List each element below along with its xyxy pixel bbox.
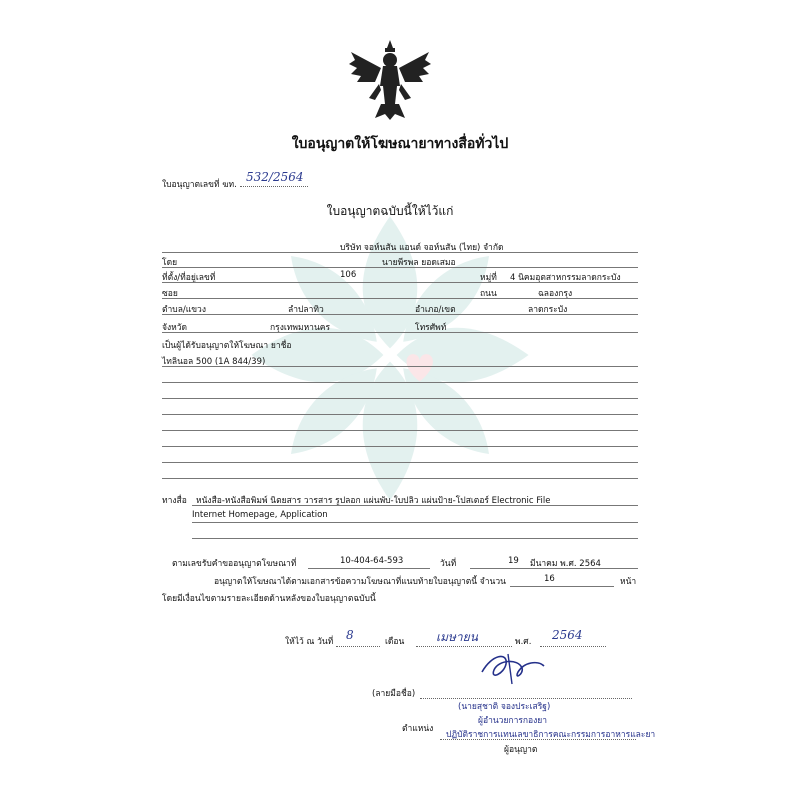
drug-label: เป็นผู้ได้รับอนุญาตให้โฆษณา ยาชื่อ [162,341,292,351]
company-name: บริษัท จอห์นสัน แอนด์ จอห์นสัน (ไทย) จำกัด [340,243,504,253]
given-day-line [336,646,380,647]
rule [162,430,638,431]
rule [192,538,638,539]
given-year-line [540,646,606,647]
conditions-text: โดยมีเงื่อนไขตามรายละเอียดด้านหลังของใบอนุญาตฉบับนี้ [162,594,376,604]
tambon-label: ตำบล/แขวง [162,305,206,315]
rule [162,252,638,253]
given-month-line [416,646,512,647]
province-value: กรุงเทพมหานคร [270,323,331,333]
rule [162,446,638,447]
amphoe-label: อำเภอ/เขต [415,305,456,315]
moo-label: หมู่ที่ [480,273,497,283]
rule [162,332,638,333]
given-month-label: เดือน [385,637,405,647]
media-label: ทางสื่อ [162,496,187,506]
given-day-label: ให้ไว้ ณ วันที่ [285,637,334,647]
rule [510,586,614,587]
rule [162,366,638,367]
road-label: ถนน [480,289,497,299]
rule [162,282,638,283]
request-label: ตามเลขรับคำขออนุญาตโฆษณาที่ [172,559,297,569]
license-no-label: ใบอนุญาตเลขที่ ฆท. [162,180,237,190]
rule [162,414,638,415]
rule [162,478,638,479]
amphoe-value: ลาดกระบัง [528,305,568,315]
media-line1: หนังสือ-หนังสือพิมพ์ นิตยสาร วารสาร รูปลอก แผ่นพับ-ใบปลิว แผ่นป้าย-โปสเตอร์ Electronic File [196,496,551,506]
documents-count: 16 [544,574,555,584]
signature-label: (ลายมือชื่อ) [372,689,416,699]
province-label: จังหวัด [162,323,188,333]
signer-name: (นายสุชาติ จองประเสริฐ) [458,702,551,712]
rule [192,522,638,523]
rule [162,314,638,315]
given-year: 2564 [552,628,583,642]
signer-title1: ผู้อำนวยการกองยา [478,716,548,726]
documents-unit: หน้า [620,577,637,587]
by-label: โดย [162,258,178,268]
rule [470,568,638,569]
location-label: ที่ตั้ง/ที่อยู่เลขที่ [162,273,216,283]
documents-label: อนุญาตให้โฆษณาได้ตามเอกสารข้อความโฆษณาที่แนบท้ายใบอนุญาตนี้ จำนวน [214,577,506,587]
rule [162,267,638,268]
moo-value: 4 นิคมอุตสาหกรรมลาดกระบัง [510,273,621,283]
issued-to-heading: ใบอนุญาตฉบับนี้ให้ไว้แก่ [326,204,454,218]
given-day: 8 [346,628,354,642]
rule [162,398,638,399]
rule [162,462,638,463]
given-month: เมษายน [436,630,478,644]
by-value: นายพีรพล ยอดเสมอ [382,258,456,268]
soi-label: ซอย [162,289,178,299]
garuda-emblem-icon [345,38,435,123]
position-label: ตำแหน่ง [402,724,434,734]
signer-title2: ปฏิบัติราชการแทนเลขาธิการคณะกรรมการอาหารและยา [446,730,656,740]
request-month-year: มีนาคม พ.ศ. 2564 [530,559,601,569]
road-value: ฉลองกรุง [538,289,573,299]
given-year-label: พ.ศ. [515,637,532,647]
request-day: 19 [508,556,519,566]
licensor-label: ผู้อนุญาต [504,745,538,755]
rule [162,298,638,299]
tambon-value: ลำปลาทิว [288,305,324,315]
position-line [440,739,636,740]
rule [162,382,638,383]
phone-label: โทรศัพท์ [415,323,447,333]
document-title: ใบอนุญาตให้โฆษณายาทางสื่อทั่วไป [291,136,509,152]
rule [308,568,430,569]
request-date-label: วันที่ [440,559,457,569]
license-no-value: 532/2564 [246,170,304,184]
request-value: 10-404-64-593 [340,556,404,566]
drug-value: ไทลินอล 500 (1A 844/39) [162,357,266,367]
rule [192,505,638,506]
license-no-line [240,186,308,187]
signature-scribble [478,650,548,686]
media-line2: Internet Homepage, Application [192,510,328,520]
location-value: 106 [340,270,357,280]
